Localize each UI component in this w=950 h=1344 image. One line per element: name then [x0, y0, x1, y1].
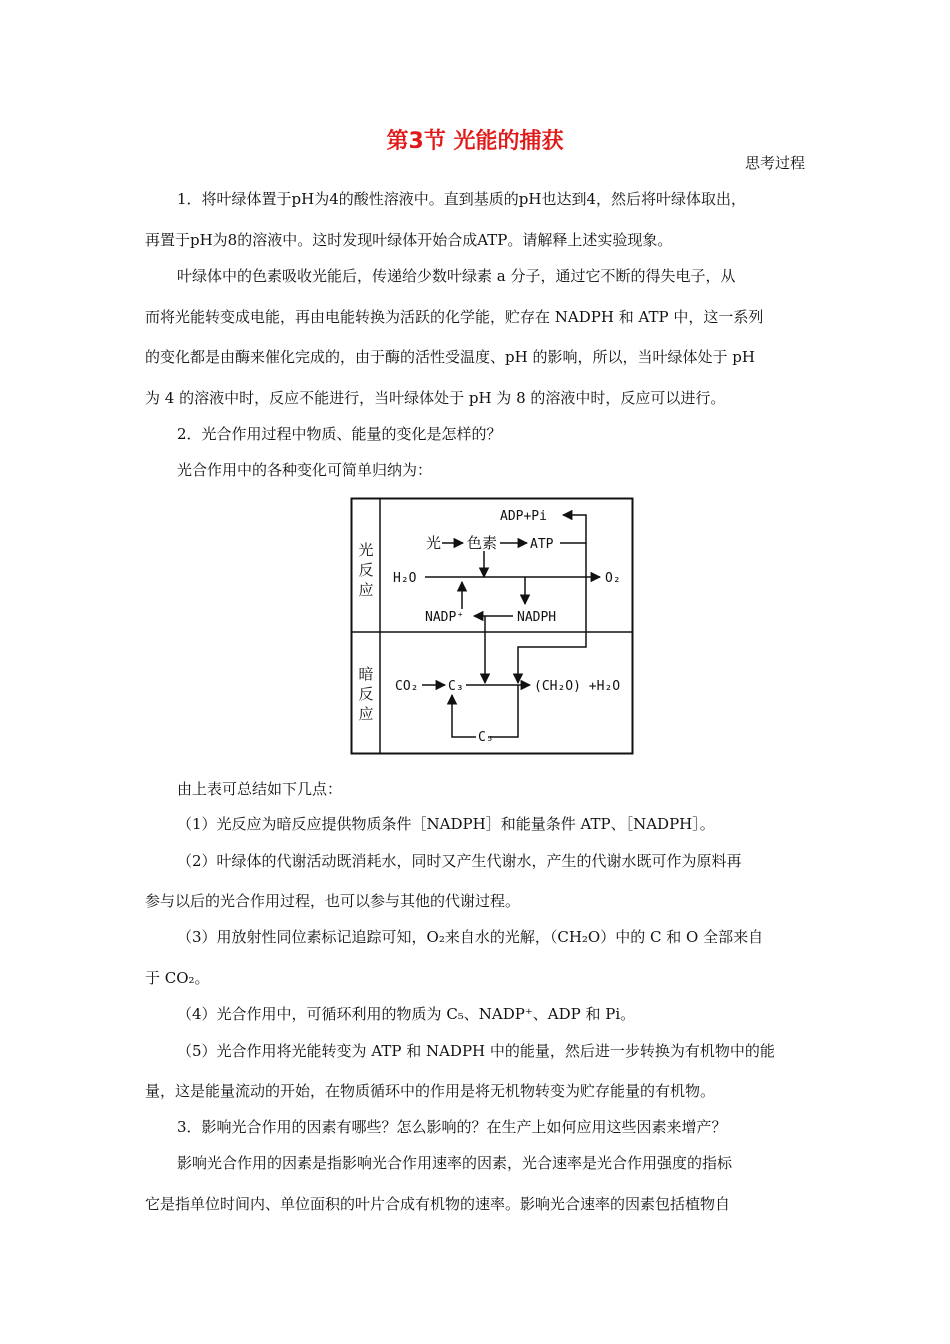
question-2: 2．光合作用过程中物质、能量的变化是怎样的？ — [177, 425, 502, 443]
products-node: (CH₂O) +H₂O — [534, 679, 621, 694]
c3-node: C₃ — [448, 679, 464, 694]
question-1-line-1: 1．将叶绿体置于pH为4的酸性溶液中。直到基质的pH也达到4，然后将叶绿体取出， — [177, 190, 747, 208]
question-3: 3．影响光合作用的因素有哪些？怎么影响的？在生产上如何应用这些因素来增产？ — [177, 1118, 727, 1136]
summary-intro: 由上表可总结如下几点： — [177, 780, 343, 798]
light-reaction-label-3: 应 — [358, 581, 374, 599]
answer-1-line-2: 而将光能转变成电能，再由电能转换为活跃的化学能，贮存在 NADPH 和 ATP 中，这一系列 — [145, 308, 764, 326]
photosynthesis-diagram — [350, 497, 634, 755]
dark-reaction-label-2: 反 — [358, 685, 374, 703]
page-title: 第3节 光能的捕获 — [386, 129, 564, 154]
answer-3-line-2: 它是指单位时间内、单位面积的叶片合成有机物的速率。影响光合速率的因素包括植物自 — [145, 1195, 731, 1213]
light-node: 光 — [426, 534, 442, 552]
answer-1-line-3: 的变化都是由酶来催化完成的，由于酶的活性受温度、pH 的影响，所以，当叶绿体处于 pH — [145, 348, 755, 366]
nadph-node: NADPH — [517, 610, 557, 625]
answer-1-line-4: 为 4 的溶液中时，反应不能进行，当叶绿体处于 pH 为 8 的溶液中时，反应可以进行。 — [145, 389, 726, 407]
answer-3-line-1: 影响光合作用的因素是指影响光合作用速率的因素，光合速率是光合作用强度的指标 — [177, 1154, 733, 1172]
atp-node: ATP — [530, 537, 554, 552]
light-reaction-label-2: 反 — [358, 561, 374, 579]
dark-reaction-label-1: 暗 — [358, 665, 374, 683]
summary-point-2-line-1: （2）叶绿体的代谢活动既消耗水，同时又产生代谢水，产生的代谢水既可作为原料再 — [177, 852, 742, 870]
page-subtitle: 思考过程 — [744, 154, 805, 172]
adp-pi-node: ADP+Pi — [500, 509, 547, 524]
co2-node: CO₂ — [395, 679, 419, 694]
line-c3-to-c5 — [490, 685, 518, 737]
answer-1-line-1: 叶绿体中的色素吸收光能后，传递给少数叶绿素 a 分子，通过它不断的得失电子，从 — [177, 267, 736, 285]
c5-node: C₅ — [478, 730, 494, 745]
question-1-line-2: 再置于pH为8的溶液中。这时发现叶绿体开始合成ATP。请解释上述实验现象。 — [145, 231, 673, 249]
arrow-atp-to-adp — [560, 515, 586, 543]
answer-2-intro: 光合作用中的各种变化可简单归纳为： — [177, 461, 433, 479]
pigment-node: 色素 — [467, 534, 498, 552]
summary-point-4: （4）光合作用中，可循环利用的物质为 C₅、NADP⁺、ADP 和 Pi。 — [177, 1005, 636, 1023]
arrow-c5-to-c3 — [452, 695, 476, 737]
o2-node: O₂ — [605, 571, 621, 586]
summary-point-3-line-2: 于 CO₂。 — [145, 969, 210, 987]
summary-point-3-line-1: （3）用放射性同位素标记追踪可知，O₂来自水的光解，（CH₂O）中的 C 和 O 全部来自 — [177, 928, 764, 946]
h2o-node: H₂O — [393, 571, 417, 586]
light-reaction-label-1: 光 — [358, 541, 374, 559]
summary-point-5-line-1: （5）光合作用将光能转变为 ATP 和 NADPH 中的能量，然后进一步转换为有机物中的能 — [177, 1042, 775, 1060]
dark-reaction-label-3: 应 — [358, 705, 374, 723]
summary-point-1: （1）光反应为暗反应提供物质条件［NADPH］和能量条件 ATP、［NADPH］。 — [177, 815, 715, 833]
summary-point-2-line-2: 参与以后的光合作用过程，也可以参与其他的代谢过程。 — [145, 892, 521, 910]
nadp-plus-node: NADP⁺ — [425, 610, 465, 625]
summary-point-5-line-2: 量，这是能量流动的开始，在物质循环中的作用是将无机物转变为贮存能量的有机物。 — [145, 1082, 716, 1100]
